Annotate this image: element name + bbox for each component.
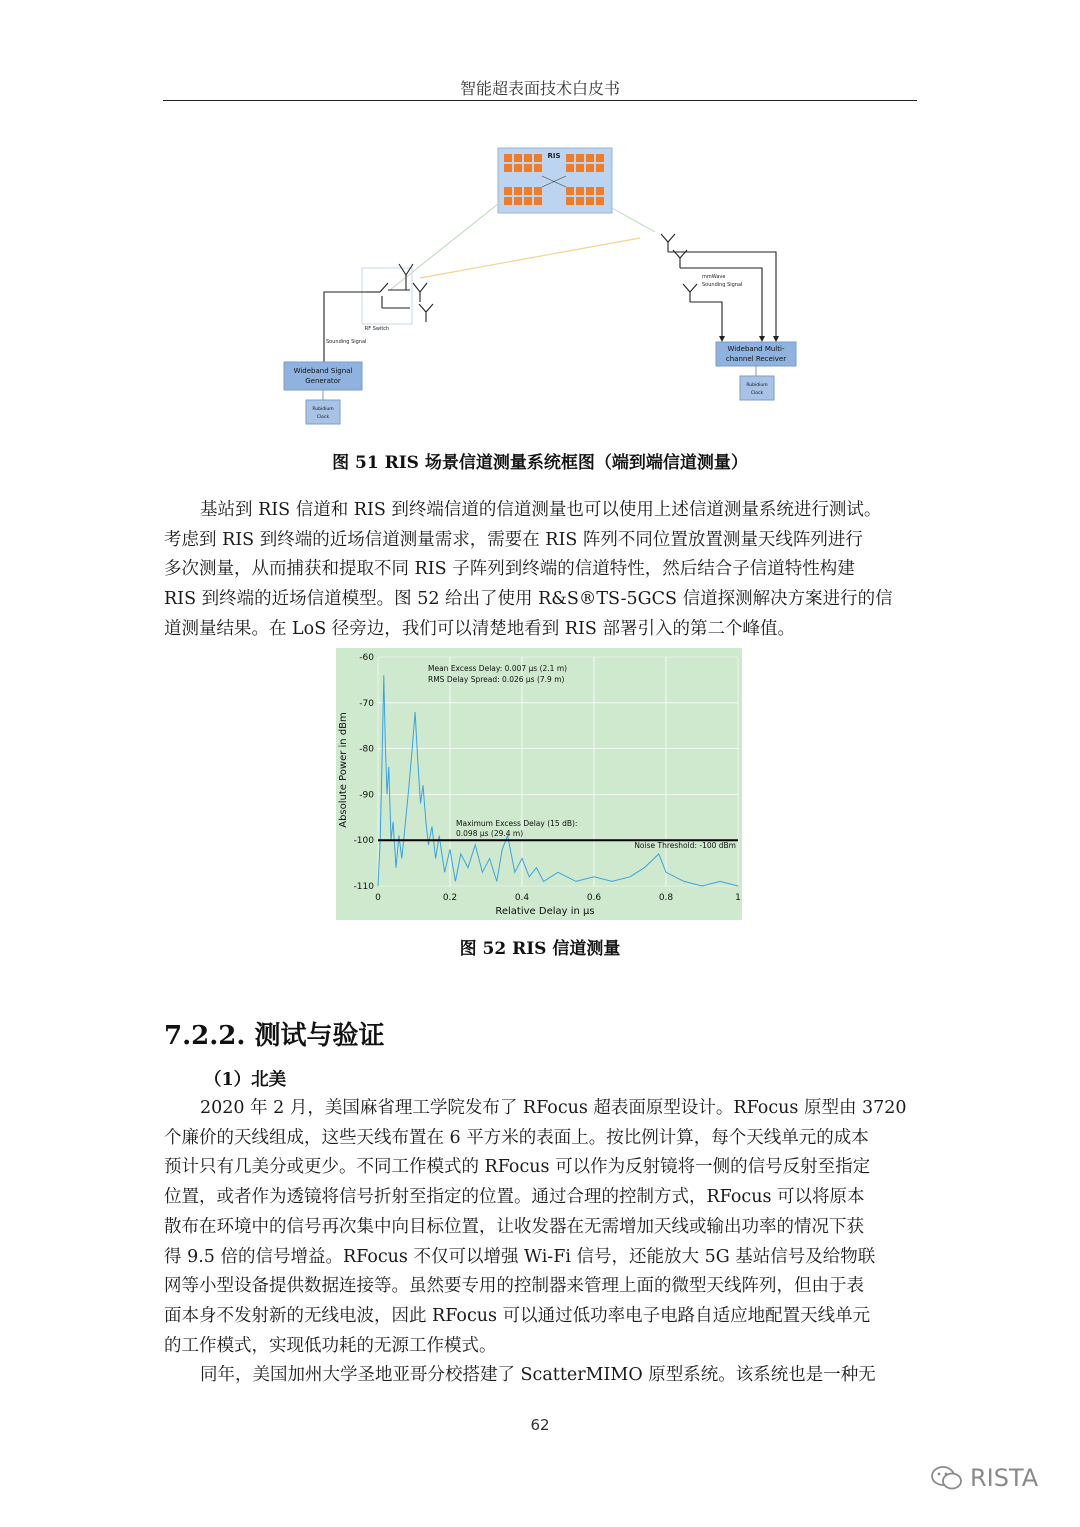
para2-line-2: 个廉价的天线组成，这些天线布置在 6 平方米的表面上。按比例计算，每个天线单元的成本 [164, 1127, 869, 1148]
y-tick-label: -60 [359, 653, 374, 663]
figure-51-caption: 图 51 RIS 场景信道测量系统框图（端到端信道测量） [332, 453, 748, 473]
receiver-label-1: Wideband Multi- [727, 345, 785, 353]
page-number: 62 [530, 1416, 550, 1434]
figure-52-chart-panel [336, 648, 742, 920]
mmwave-label-1: mmWave [702, 274, 726, 280]
sounding-signal-label: Sounding Signal [326, 339, 367, 345]
para2-line-6: 得 9.5 倍的信号增益。RFocus 不仅可以增强 Wi-Fi 信号，还能放大 5G 基站信号及给物联 [164, 1246, 876, 1267]
y-tick-label: -70 [359, 698, 374, 709]
wechat-icon [930, 1464, 964, 1492]
clock-left-label-1: Rubidium [312, 407, 334, 412]
clock-left-label-2: Clock [316, 415, 330, 420]
y-tick-label: -100 [353, 836, 374, 847]
figure-52-chart [336, 648, 742, 920]
para2-line-9: 的工作模式，实现低功耗的无源工作模式。 [164, 1335, 497, 1356]
para1-line-4: RIS 到终端的近场信道模型。图 52 给出了使用 R&S®TS-5GCS 信道探测解决方案进行的信 [164, 589, 893, 610]
x-tick-label: 0 [375, 893, 381, 903]
generator-label-2: Generator [305, 377, 341, 385]
x-tick-label: 0.2 [442, 893, 458, 903]
clock-right-label-1: Rubidium [746, 383, 768, 388]
noise-threshold-annotation: Noise Threshold: -100 dBm [634, 841, 736, 850]
plot-area [378, 657, 738, 886]
max-excess-delay-annotation-2: 0.098 μs (29.4 m) [456, 829, 524, 838]
y-tick-label: -80 [359, 744, 374, 755]
rista-watermark [930, 1464, 1038, 1492]
header-rule [163, 100, 917, 101]
para1-line-5: 道测量结果。在 LoS 径旁边，我们可以清楚地看到 RIS 部署引入的第二个峰值。 [164, 618, 795, 639]
section-heading: 7.2.2. 测试与验证 [164, 1021, 385, 1051]
mmwave-label-2: Sounding Signal [702, 282, 743, 288]
rms-delay-spread-annotation: RMS Delay Spread: 0.026 μs (7.9 m) [428, 675, 565, 684]
para2-line-3: 预计只有几美分或更少。不同工作模式的 RFocus 可以作为反射镜将一侧的信号反射至指定 [164, 1157, 871, 1178]
rf-switch-label: RF Switch [364, 326, 390, 332]
x-axis-label: Relative Delay in μs [495, 906, 595, 917]
y-tick-label: -110 [353, 882, 374, 892]
running-header: 智能超表面技术白皮书 [459, 79, 620, 98]
y-axis-label: Absolute Power in dBm [338, 712, 349, 828]
mean-excess-delay-annotation: Mean Excess Delay: 0.007 μs (2.1 m) [428, 664, 568, 673]
x-tick-label: 0.4 [514, 893, 530, 903]
figure-52-caption: 图 52 RIS 信道测量 [459, 939, 621, 959]
ris-label: RIS [547, 152, 561, 160]
sub-heading-north-america: （1）北美 [204, 1070, 287, 1090]
para2-line-4: 位置，或者作为透镜将信号折射至指定的位置。通过合理的控制方式，RFocus 可以将原本 [164, 1187, 865, 1208]
para1-line-3: 多次测量，从而捕获和提取不同 RIS 子阵列到终端的信道特性，然后结合子信道特性构建 [164, 559, 855, 580]
clock-right-label-2: Clock [750, 391, 764, 396]
para1-line-2: 考虑到 RIS 到终端的近场信道测量需求，需要在 RIS 阵列不同位置放置测量天线阵列进行 [164, 529, 863, 550]
para3-line-1: 同年，美国加州大学圣地亚哥分校搭建了 ScatterMIMO 原型系统。该系统也是一种无 [200, 1365, 876, 1386]
para2-line-7: 网等小型设备提供数据连接等。虽然要专用的控制器来管理上面的微型天线阵列，但由于表 [164, 1276, 864, 1297]
x-tick-label: 1 [735, 893, 741, 903]
receiver-label-2: channel Receiver [725, 355, 787, 363]
para2-line-8: 面本身不发射新的无线电波，因此 RFocus 可以通过低功率电子电路自适应地配置天线单元 [164, 1305, 871, 1326]
rubidium-clock-right [740, 376, 774, 400]
rubidium-clock-left [306, 400, 340, 424]
chart-y-ticks [354, 653, 375, 892]
x-tick-label: 0.6 [586, 893, 602, 903]
figure-51-diagram [270, 140, 810, 435]
para2-line-1: 2020 年 2 月，美国麻省理工学院发布了 RFocus 超表面原型设计。RFocus 原型由 3720 [200, 1098, 907, 1118]
watermark-text: RISTA [970, 1464, 1039, 1492]
chart-grid [378, 657, 738, 886]
para1-line-1: 基站到 RIS 信道和 RIS 到终端信道的信道测量也可以使用上述信道测量系统进行测试。 [200, 500, 882, 520]
paragraph-rfocus [164, 1094, 916, 1391]
tx-antennas [366, 264, 433, 322]
paragraph-channel-measurement [164, 496, 916, 645]
max-excess-delay-annotation-1: Maximum Excess Delay (15 dB): [456, 819, 578, 828]
y-tick-label: -90 [359, 790, 374, 801]
x-tick-label: 0.8 [658, 893, 674, 903]
generator-label-1: Wideband Signal [293, 367, 353, 375]
chart-x-ticks [375, 893, 741, 903]
para2-line-5: 散布在环境中的信号再次集中向目标位置，让收发器在无需增加天线或输出功率的情况下获 [164, 1216, 864, 1237]
